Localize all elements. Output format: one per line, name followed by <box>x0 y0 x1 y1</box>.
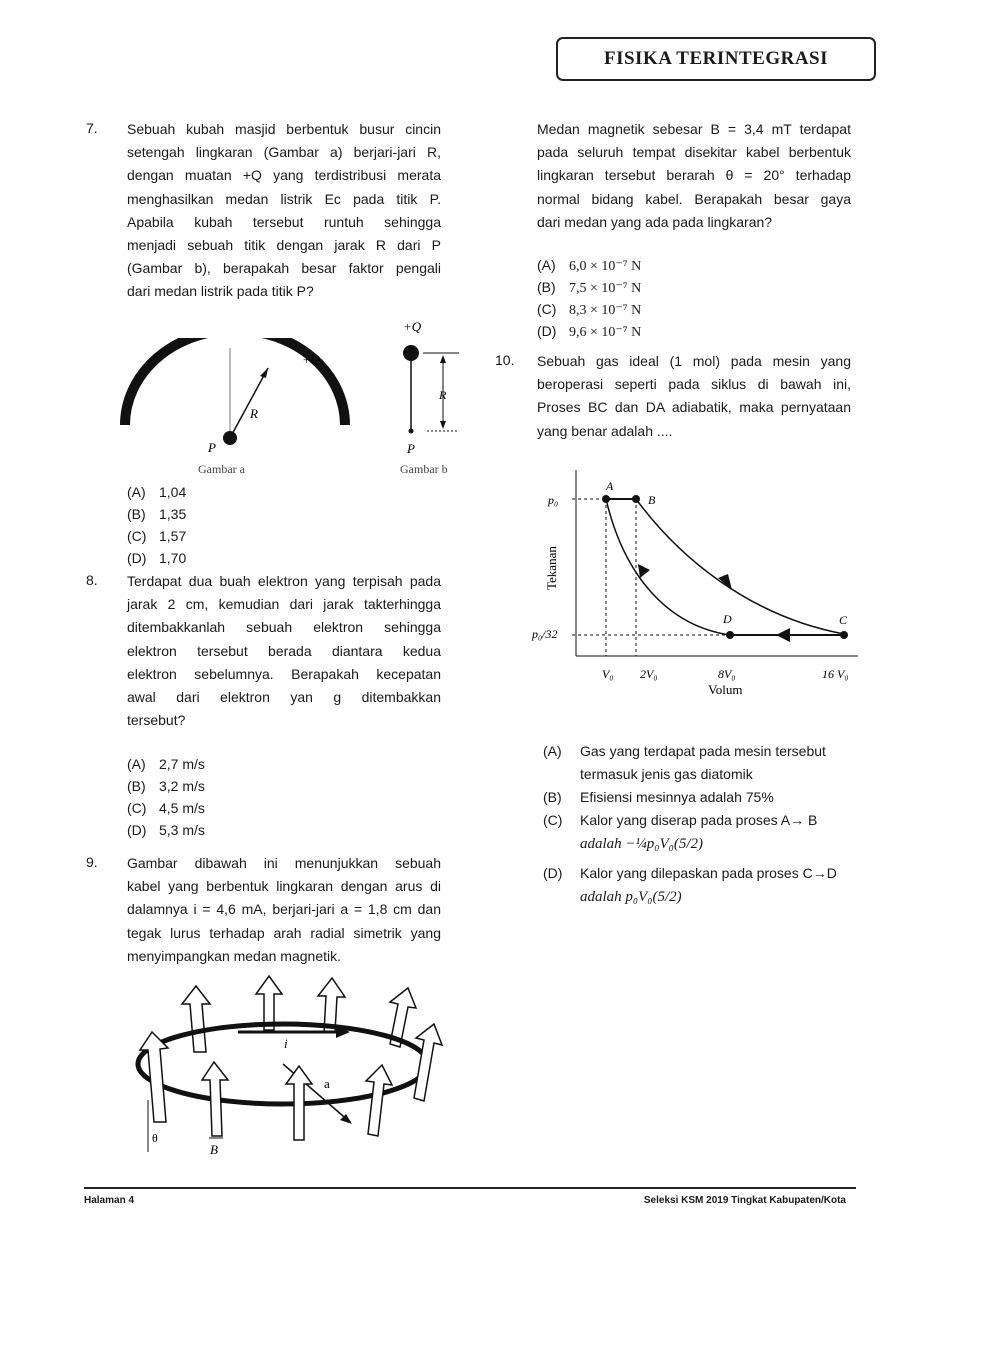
q10-pv-graph <box>528 466 868 706</box>
q8-line: jarak 2 cm, kemudian dari jarak takterhingga <box>127 596 441 613</box>
q9-option-d[interactable]: (D) 9,6 × 10⁻⁷ N <box>537 323 642 340</box>
charge-label-b: +Q <box>403 319 422 334</box>
x-tick-2v0: 2V₀ <box>640 667 658 681</box>
q7-number: 7. <box>86 120 98 136</box>
q9-option-c[interactable]: (C) 8,3 × 10⁻⁷ N <box>537 301 642 318</box>
point-a <box>602 495 610 503</box>
q9-line: tegak lurus terhadap arah radial simetrik yang <box>127 924 441 941</box>
q10-option-c[interactable]: (C) Kalor yang diserap pada proses A→ B adalah −¼p₀V₀(5/2) <box>543 812 818 852</box>
q9-line: menyimpangkan medan magnetik. <box>127 947 342 964</box>
q10-line: yang benar adalah .... <box>537 422 673 439</box>
q8-options <box>127 753 205 841</box>
q10-line: Sebuah gas ideal (1 mol) pada mesin yang <box>537 353 851 369</box>
q9-line: Gambar dibawah ini menunjukkan sebuah <box>127 855 441 871</box>
q7-line: menghasilkan medan listrik Ec pada titik P. <box>127 190 441 207</box>
q8-line: tersebut? <box>127 712 186 729</box>
point-d <box>726 631 734 639</box>
radius-label-b: R <box>439 388 447 402</box>
dim-arrowhead-bottom <box>440 421 446 429</box>
q8-option-b[interactable]: (B) 3,2 m/s <box>127 778 205 794</box>
footer-page-number: Halaman 4 <box>84 1195 135 1206</box>
q7-text <box>127 118 441 304</box>
q8-line: ditembakkanlah sebuah elektron sehingga <box>127 619 441 636</box>
angle-label: θ <box>152 1131 158 1145</box>
point-b <box>632 495 640 503</box>
q10-line: beroperasi seperti pada siklus di bawah ini, <box>537 376 851 393</box>
q7-line: setengah lingkaran (Gambar a) berjari-jari R, <box>127 144 441 161</box>
charge-label: +Q <box>302 352 321 367</box>
q10-option-b[interactable]: (B) Efisiensi mesinnya adalah 75% <box>543 789 774 805</box>
label-b: B <box>648 493 656 507</box>
q9-cont-line: dari medan yang ada pada lingkaran? <box>537 213 773 230</box>
q9-text <box>127 852 441 968</box>
q9-cont-line: pada seluruh tempat disekitar kabel berbentuk <box>537 144 851 161</box>
label-d: D <box>723 612 732 626</box>
figure-b-caption: Gambar b <box>400 462 448 476</box>
footer-exam-name: Seleksi KSM 2019 Tingkat Kabupaten/Kota <box>643 1195 846 1206</box>
q10-number: 10. <box>495 352 515 368</box>
q7-options <box>127 481 186 569</box>
q8-option-c[interactable]: (C) 4,5 m/s <box>127 800 205 816</box>
process-bc <box>636 499 844 634</box>
q9-number: 9. <box>86 854 98 870</box>
field-arrow <box>182 986 210 1052</box>
label-c: C <box>839 613 848 627</box>
q9-cont-line: Medan magnetik sebesar B = 3,4 mT terdapat <box>537 121 851 137</box>
q7-line: menjadi sebuah titik dengan jarak R dari P <box>127 236 441 253</box>
q7-figure-a <box>110 338 360 478</box>
field-arrows-back <box>182 976 416 1052</box>
q9-figure <box>128 972 448 1162</box>
q8-line: Terdapat dua buah elektron yang terpisah pada <box>127 573 441 589</box>
y-axis-label: Tekanan <box>544 546 559 590</box>
q9-continuation <box>537 118 851 234</box>
q7-line: (Gambar b), berapakah besar faktor pengali <box>127 260 441 277</box>
point-p-label: P <box>208 440 216 455</box>
q8-number: 8. <box>86 572 98 588</box>
x-tick-v0: V₀ <box>602 667 614 681</box>
q7-option-b[interactable]: (B) 1,35 <box>127 506 187 522</box>
q9-options <box>537 255 641 343</box>
page-header-title: FISIKA TERINTEGRASI <box>556 37 876 81</box>
q9-line: kabel yang berbentuk lingkaran dengan arus di <box>127 878 441 895</box>
point-p-dot <box>223 431 237 445</box>
field-arrow <box>414 1024 442 1101</box>
q7-figure-b <box>385 315 475 465</box>
q9-option-b[interactable]: (B) 7,5 × 10⁻⁷ N <box>537 279 642 296</box>
dim-arrowhead-top <box>440 355 446 363</box>
q7-line: Apabila kubah tersebut runtuh sehingga <box>127 213 441 230</box>
x-tick-16v0: 16 V₀ <box>822 667 849 681</box>
q7-option-a[interactable]: (A) 1,04 <box>127 484 187 500</box>
q7-option-c[interactable]: (C) 1,57 <box>127 528 187 544</box>
radius-line <box>283 1064 350 1122</box>
point-p-dot-b <box>409 429 414 434</box>
q7-line: dengan muatan +Q yang terdistribusi merata <box>127 167 441 184</box>
radius-label-a: a <box>324 1076 330 1091</box>
q8-line: elektron tersebut berada diantara kedua <box>127 642 441 659</box>
footer-divider <box>84 1187 856 1189</box>
y-tick-p0-32: p₀/32 <box>532 627 558 641</box>
figure-a-caption: Gambar a <box>198 462 245 476</box>
q10-text <box>537 350 851 443</box>
y-tick-p0: p₀ <box>548 493 559 507</box>
point-c <box>840 631 848 639</box>
q9-cont-line: normal bidang kabel. Berapakah besar gaya <box>537 190 851 207</box>
q8-line: elektron sebelumnya. Berapakah kecepatan <box>127 665 441 682</box>
q10-option-d[interactable]: (D) Kalor yang dilepaskan pada proses C→D adalah p₀V₀(5/2) <box>543 865 837 905</box>
q8-option-d[interactable]: (D) 5,3 m/s <box>127 822 205 838</box>
q7-line: dari medan listrik pada titik P? <box>127 283 314 300</box>
x-axis-label: Volum <box>708 682 743 697</box>
q7-line: Sebuah kubah masjid berbentuk busur cincin <box>127 121 441 137</box>
arrow-cd <box>776 628 790 642</box>
point-p-label-b: P <box>407 441 415 456</box>
field-label: B <box>210 1142 218 1157</box>
radius-arrowhead <box>260 368 268 378</box>
q8-text <box>127 570 441 732</box>
q8-line: awal dari elektron yan g ditembakkan <box>127 688 441 705</box>
radius-label: R <box>250 406 258 421</box>
process-da <box>606 499 730 635</box>
q10-option-a[interactable]: (A) Gas yang terdapat pada mesin tersebut termasuk jenis gas diatomik <box>543 743 826 782</box>
arrow-da <box>638 564 650 578</box>
x-tick-8v0: 8V₀ <box>718 667 736 681</box>
radius-arrow <box>230 368 268 438</box>
q7-option-d[interactable]: (D) 1,70 <box>127 550 187 566</box>
q9-option-a[interactable]: (A) 6,0 × 10⁻⁷ N <box>537 257 642 274</box>
q9-cont-line: lingkaran tersebut berarah θ = 20° terhadap <box>537 167 851 184</box>
q9-line: dalamnya i = 4,6 mA, berjari-jari a = 1,8 cm dan <box>127 901 441 918</box>
q10-options <box>543 740 853 909</box>
q8-option-a[interactable]: (A) 2,7 m/s <box>127 756 205 772</box>
current-label: i <box>284 1036 288 1051</box>
field-arrow <box>366 1065 392 1136</box>
q10-line: Proses BC dan DA adiabatik, maka pernyataan <box>537 399 851 416</box>
label-a: A <box>606 479 614 493</box>
